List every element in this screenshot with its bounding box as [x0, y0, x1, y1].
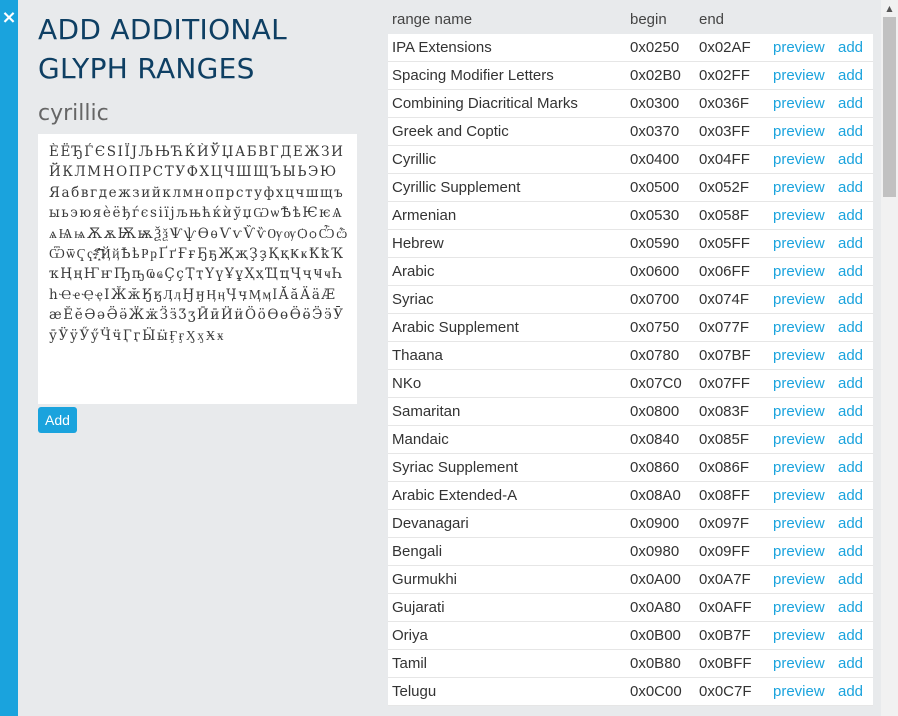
range-name-cell: NKo [392, 375, 422, 392]
range-name-cell: Mandaic [392, 431, 449, 448]
preview-link[interactable]: preview [773, 235, 825, 252]
add-link[interactable]: add [838, 179, 864, 196]
end-cell: 0x05FF [699, 235, 750, 252]
page-title [38, 10, 368, 88]
header-end: end [699, 11, 725, 28]
add-link[interactable]: add [838, 291, 864, 308]
add-button[interactable]: Add [38, 407, 77, 433]
add-link[interactable]: add [838, 515, 864, 532]
preview-link[interactable]: preview [773, 319, 825, 336]
range-name-cell: Arabic Extended-A [392, 487, 518, 504]
table-row [388, 566, 873, 594]
range-name-cell: Armenian [392, 207, 457, 224]
sidebar-strip [0, 0, 18, 716]
begin-cell: 0x0780 [630, 347, 680, 364]
range-name-cell: Gujarati [392, 599, 445, 616]
preview-link[interactable]: preview [773, 431, 825, 448]
end-cell: 0x085F [699, 431, 750, 448]
begin-cell: 0x0530 [630, 207, 680, 224]
add-link[interactable]: add [838, 319, 864, 336]
begin-cell: 0x0980 [630, 543, 680, 560]
begin-cell: 0x02B0 [630, 67, 681, 84]
range-name-cell: Arabic Supplement [392, 319, 519, 336]
begin-cell: 0x0A80 [630, 599, 681, 616]
close-icon[interactable]: × [1, 7, 17, 28]
range-name-cell: Devanagari [392, 515, 469, 532]
preview-link[interactable]: preview [773, 683, 825, 700]
range-name-cell: Gurmukhi [392, 571, 458, 588]
preview-link[interactable]: preview [773, 263, 825, 280]
begin-cell: 0x0370 [630, 123, 680, 140]
preview-link[interactable]: preview [773, 151, 825, 168]
range-name-cell: Arabic [392, 263, 435, 280]
add-link[interactable]: add [838, 599, 864, 616]
range-name-cell: Cyrillic Supplement [392, 179, 521, 196]
preview-link[interactable]: preview [773, 39, 825, 56]
end-cell: 0x083F [699, 403, 750, 420]
end-cell: 0x0A7F [699, 571, 751, 588]
add-link[interactable]: add [838, 627, 864, 644]
begin-cell: 0x07C0 [630, 375, 682, 392]
add-link[interactable]: add [838, 459, 864, 476]
begin-cell: 0x0500 [630, 179, 680, 196]
begin-cell: 0x0C00 [630, 683, 682, 700]
end-cell: 0x052F [699, 179, 750, 196]
begin-cell: 0x0B80 [630, 655, 681, 672]
end-cell: 0x086F [699, 459, 750, 476]
add-link[interactable]: add [838, 487, 864, 504]
preview-link[interactable]: preview [773, 515, 825, 532]
end-cell: 0x0B7F [699, 627, 751, 644]
glyph-preview-box: ЀЁЂЃЄЅІЇЈЉЊЋЌЍЎЏАБВГДЕЖЗИЙКЛМНОПРСТУФХЦЧШЩЪЫЬЭЮЯабвгдежзийклмнопрстуфхцчшщъыьэюяѐёђѓєѕіїјљњћќѝўџѠѡѢѣѤѥѦѧѨѩѪѫѬѭѮѯѰѱѲѳѴѵѶѷѸѹѺѻѼѽѾѿҀҁ҂҃҄҅҆҇҈҉ҊҋҌҍҎҏҐґҒғҔҕҖҗҘҙҚқҜҝҞҟҠҡҢңҤҥҦҧҨҩҪҫҬҭҮүҰұҲҳҴҵҶҷҸҹҺһҼҽҾҿӀӁӂӃӄӅӆӇӈӉӊӋӌӍӎӏӐӑӒӓӔӕӖӗӘәӚӛӜӝӞӟӠӡӢӣӤӥӦӧӨөӪӫӬӭӮӯӰӱӲӳӴӵӶӷӸӹӺӻӼӽӾӿ [38, 134, 357, 404]
begin-cell: 0x0750 [630, 319, 680, 336]
page-title-line-2: GLYPH RANGES [38, 52, 255, 85]
preview-link[interactable]: preview [773, 459, 825, 476]
preview-link[interactable]: preview [773, 67, 825, 84]
add-link[interactable]: add [838, 543, 864, 560]
table-row [388, 174, 873, 202]
table-row [388, 342, 873, 370]
table-row [388, 482, 873, 510]
end-cell: 0x09FF [699, 543, 750, 560]
preview-link[interactable]: preview [773, 403, 825, 420]
preview-link[interactable]: preview [773, 291, 825, 308]
end-cell: 0x058F [699, 207, 750, 224]
scroll-up-arrow-icon[interactable]: ▲ [886, 4, 893, 13]
end-cell: 0x0C7F [699, 683, 752, 700]
table-row [388, 622, 873, 650]
preview-link[interactable]: preview [773, 375, 825, 392]
range-name-cell: Tamil [392, 655, 428, 672]
preview-link[interactable]: preview [773, 95, 825, 112]
end-cell: 0x06FF [699, 263, 750, 280]
range-name-cell: Greek and Coptic [392, 123, 509, 140]
begin-cell: 0x0700 [630, 291, 680, 308]
add-link[interactable]: add [838, 95, 864, 112]
range-name-cell: Combining Diacritical Marks [392, 95, 578, 112]
table-row [388, 230, 873, 258]
range-name-cell: Thaana [392, 347, 443, 364]
table-row [388, 650, 873, 678]
add-link[interactable]: add [838, 571, 864, 588]
preview-link[interactable]: preview [773, 207, 825, 224]
scrollbar[interactable] [881, 0, 898, 716]
preview-link[interactable]: preview [773, 599, 825, 616]
add-link[interactable]: add [838, 375, 864, 392]
preview-link[interactable]: preview [773, 571, 825, 588]
end-cell: 0x077F [699, 319, 750, 336]
add-link[interactable]: add [838, 683, 864, 700]
add-link[interactable]: add [838, 67, 864, 84]
range-name-cell: Cyrillic [392, 151, 437, 168]
header-range-name: range name [392, 11, 473, 28]
header-begin: begin [630, 11, 667, 28]
begin-cell: 0x0900 [630, 515, 680, 532]
add-link[interactable]: add [838, 235, 864, 252]
begin-cell: 0x0840 [630, 431, 680, 448]
add-link[interactable]: add [838, 431, 864, 448]
begin-cell: 0x0600 [630, 263, 680, 280]
range-name-cell: Hebrew [392, 235, 444, 252]
preview-link[interactable]: preview [773, 179, 825, 196]
subset-name: cyrillic [38, 101, 109, 126]
add-link[interactable]: add [838, 207, 864, 224]
begin-cell: 0x0800 [630, 403, 680, 420]
range-name-cell: Spacing Modifier Letters [392, 67, 554, 84]
table-row [388, 62, 873, 90]
end-cell: 0x07FF [699, 375, 750, 392]
table-row [388, 118, 873, 146]
table-row [388, 286, 873, 314]
begin-cell: 0x0860 [630, 459, 680, 476]
preview-link[interactable]: preview [773, 123, 825, 140]
preview-link[interactable]: preview [773, 655, 825, 672]
begin-cell: 0x0B00 [630, 627, 681, 644]
range-name-cell: Telugu [392, 683, 437, 700]
end-cell: 0x02FF [699, 67, 750, 84]
preview-link[interactable]: preview [773, 543, 825, 560]
begin-cell: 0x0590 [630, 235, 680, 252]
table-row [388, 370, 873, 398]
range-name-cell: IPA Extensions [392, 39, 492, 56]
table-body [388, 34, 873, 706]
end-cell: 0x074F [699, 291, 750, 308]
begin-cell: 0x08A0 [630, 487, 681, 504]
table-row [388, 398, 873, 426]
page-title-line-1: ADD ADDITIONAL [38, 13, 288, 46]
table-row [388, 510, 873, 538]
add-link[interactable]: add [838, 263, 864, 280]
range-name-cell: Bengali [392, 543, 443, 560]
table-row [388, 678, 873, 706]
begin-cell: 0x0A00 [630, 571, 681, 588]
begin-cell: 0x0250 [630, 39, 680, 56]
end-cell: 0x02AF [699, 39, 751, 56]
table-row [388, 594, 873, 622]
end-cell: 0x07BF [699, 347, 751, 364]
add-link[interactable]: add [838, 39, 864, 56]
range-name-cell: Syriac Supplement [392, 459, 518, 476]
end-cell: 0x097F [699, 515, 750, 532]
preview-link[interactable]: preview [773, 627, 825, 644]
table-row [388, 258, 873, 286]
range-name-cell: Samaritan [392, 403, 461, 420]
table-row [388, 146, 873, 174]
scrollbar-thumb[interactable] [883, 17, 896, 197]
begin-cell: 0x0400 [630, 151, 680, 168]
end-cell: 0x08FF [699, 487, 750, 504]
table-row [388, 34, 873, 62]
range-name-cell: Oriya [392, 627, 428, 644]
add-link[interactable]: add [838, 151, 864, 168]
preview-link[interactable]: preview [773, 347, 825, 364]
end-cell: 0x04FF [699, 151, 750, 168]
begin-cell: 0x0300 [630, 95, 680, 112]
end-cell: 0x036F [699, 95, 750, 112]
table-row [388, 90, 873, 118]
end-cell: 0x0AFF [699, 599, 752, 616]
range-name-cell: Syriac [392, 291, 434, 308]
table-header [388, 0, 873, 34]
table-row [388, 426, 873, 454]
add-link[interactable]: add [838, 655, 864, 672]
add-link[interactable]: add [838, 123, 864, 140]
end-cell: 0x03FF [699, 123, 750, 140]
table-row [388, 454, 873, 482]
table-row [388, 538, 873, 566]
table-row [388, 314, 873, 342]
end-cell: 0x0BFF [699, 655, 752, 672]
glyph-range-table [388, 0, 873, 716]
add-link[interactable]: add [838, 403, 864, 420]
add-link[interactable]: add [838, 347, 864, 364]
table-row [388, 202, 873, 230]
left-panel [38, 10, 368, 433]
preview-link[interactable]: preview [773, 487, 825, 504]
